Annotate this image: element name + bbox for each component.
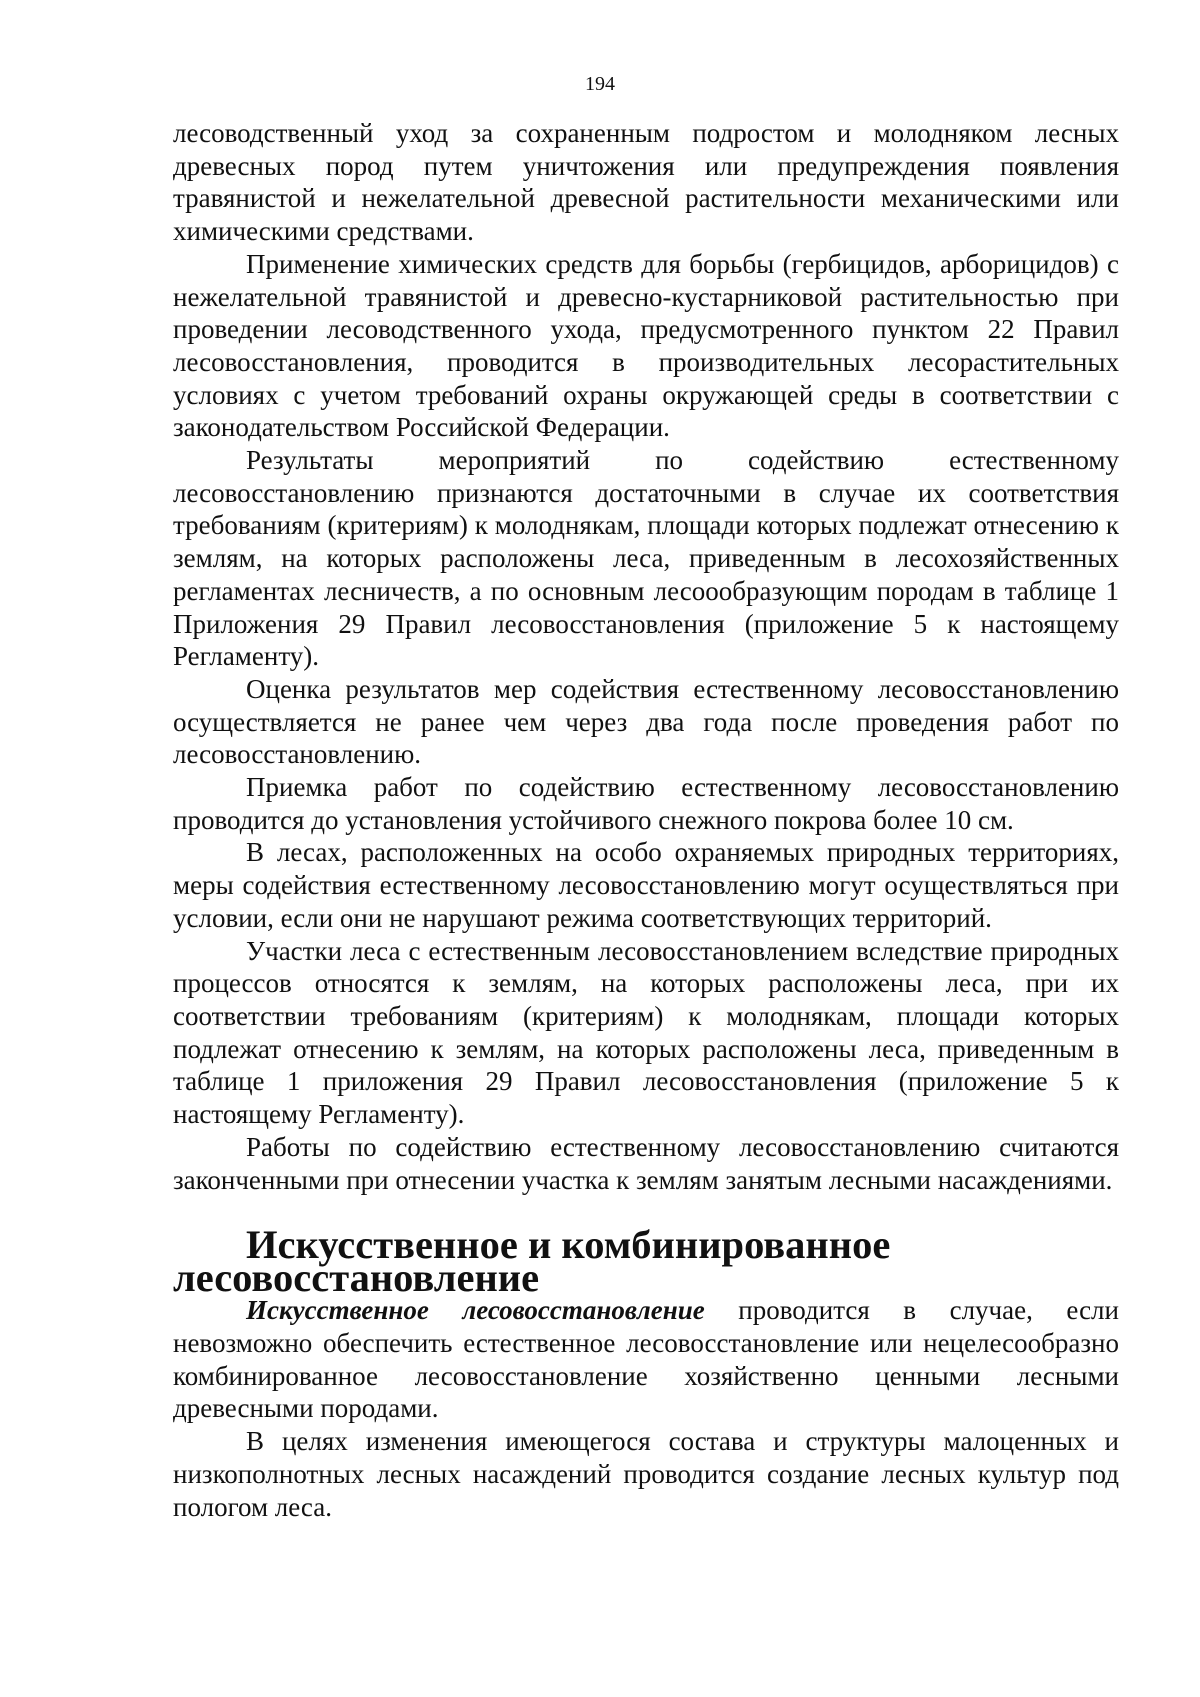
paragraph: Применение химических средств для борьбы (гербицидов, арборицидов) с нежелательной травянистой и древесно-кустарниковой растительностью при проведении лесоводственного ухода, предусмотренного пунктом 22 Правил лесовосстановления, проводится в производительных лесорастительных условиях с учетом требований охраны окружающей среды в соответствии с законодательством Российской Федерации. — [173, 248, 1119, 443]
paragraph: В целях изменения имеющегося состава и структуры малоценных и низкополнотных лесных насаждений проводится создание лесных культур под пологом леса. — [173, 1426, 1119, 1522]
paragraph: В лесах, расположенных на особо охраняемых природных территориях, меры содействия естественному лесовосстановлению могут осуществляться при условии, если они не нарушают режима соответствующих территорий. — [173, 837, 1119, 933]
section-heading: Искусственное и комбинированное лесовосстановление — [173, 1221, 891, 1300]
paragraph: Приемка работ по содействию естественному лесовосстановлению проводится до установления устойчивого снежного покрова более 10 см. — [173, 772, 1119, 835]
paragraph: Оценка результатов мер содействия естественному лесовосстановлению осуществляется не ранее чем через два года после проведения работ по лесовосстановлению. — [173, 673, 1119, 770]
paragraph: Работы по содействию естественному лесовосстановлению считаются законченными при отнесении участка к землям занятым лесными насаждениями. — [173, 1131, 1119, 1195]
paragraph: лесоводственный уход за сохраненным подростом и молодняком лесных древесных пород путем уничтожения или предупреждения появления травянистой и нежелательной древесной растительности механическими или химическими средствами. — [173, 118, 1119, 247]
section-lead-paragraph — [173, 1294, 1119, 1425]
paragraph: Участки леса с естественным лесовосстановлением вследствие природных процессов относятся к землям, на которых расположены леса, при их соответствии требованиям (критериям) к молоднякам, площади которых подлежат отнесению к землям, на которых расположены леса, приведенным в таблице 1 приложения 29 Правил лесовосстановления (приложение 5 к настоящему Регламенту). — [173, 935, 1119, 1130]
lead-paragraph-text: проводится в случае, если невозможно обеспечить естественное лесовосстановление или нецелесообразно комбинированное лесовосстановление хозяйственно ценными лесными древесными породами. — [173, 1295, 1119, 1424]
page-number: 194 — [585, 73, 615, 95]
paragraph: Результаты мероприятий по содействию естественному лесовосстановлению признаются достаточными в случае их соответствия требованиям (критериям) к молоднякам, площади которых подлежат отнесению к землям, на которых расположены леса, приведенным в лесохозяйственных регламентах лесничеств, а по основным лесоообразующим породам в таблице 1 Приложения 29 Правил лесовосстановления (приложение 5 к настоящему Регламенту). — [173, 445, 1119, 672]
document-body — [173, 117, 1119, 1523]
defined-term: Искусственное лесовосстановление — [246, 1295, 705, 1326]
